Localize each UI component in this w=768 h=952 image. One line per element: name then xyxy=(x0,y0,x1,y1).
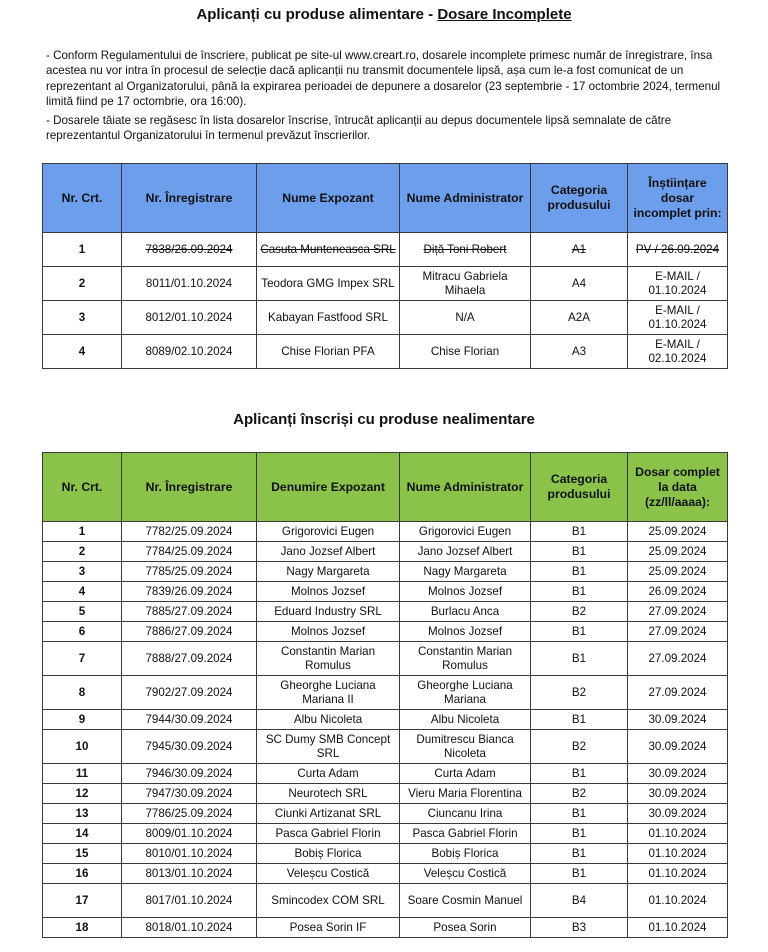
cell-category: B1 xyxy=(531,582,628,602)
cell-exhibitor: Casuta Munteneasca SRL xyxy=(257,233,400,267)
cell-administrator: Soare Cosmin Manuel xyxy=(400,884,531,918)
cell-complete-date: 30.09.2024 xyxy=(628,784,728,804)
cell-complete-date: 25.09.2024 xyxy=(628,542,728,562)
cell-registration: 8018/01.10.2024 xyxy=(122,918,257,938)
cell-administrator: Albu Nicoleta xyxy=(400,710,531,730)
cell-complete-date: 27.09.2024 xyxy=(628,602,728,622)
cell-category: B2 xyxy=(531,730,628,764)
cell-administrator: Curta Adam xyxy=(400,764,531,784)
section-title-nonfood: Aplicanți înscriși cu produse nealimentare xyxy=(233,411,535,428)
cell-exhibitor-name: Nagy Margareta xyxy=(257,562,400,582)
table-row xyxy=(43,267,728,301)
header-administrator: Nume Administrator xyxy=(400,453,531,522)
cell-nr-crt: 2 xyxy=(43,267,122,301)
cell-registration: 8010/01.10.2024 xyxy=(122,844,257,864)
cell-category: A3 xyxy=(531,335,628,369)
table-row xyxy=(43,764,728,784)
cell-administrator: Molnos Jozsef xyxy=(400,582,531,602)
cell-category: B1 xyxy=(531,864,628,884)
cell-category: A4 xyxy=(531,267,628,301)
table-header-row xyxy=(43,453,728,522)
cell-category: B2 xyxy=(531,676,628,710)
header-nr-crt: Nr. Crt. xyxy=(43,453,122,522)
cell-category: B1 xyxy=(531,542,628,562)
cell-registration: 8009/01.10.2024 xyxy=(122,824,257,844)
cell-nr-crt: 11 xyxy=(43,764,122,784)
table-row xyxy=(43,642,728,676)
cell-registration: 7886/27.09.2024 xyxy=(122,622,257,642)
cell-nr-crt: 1 xyxy=(43,522,122,542)
cell-nr-crt: 5 xyxy=(43,602,122,622)
cell-complete-date: 25.09.2024 xyxy=(628,522,728,542)
incomplete-files-table xyxy=(42,163,728,369)
table-row xyxy=(43,730,728,764)
table-row xyxy=(43,301,728,335)
cell-category: B1 xyxy=(531,824,628,844)
cell-exhibitor-name: Pasca Gabriel Florin xyxy=(257,824,400,844)
cell-registration: 7838/26.09.2024 xyxy=(122,233,257,267)
cell-administrator: Mitracu Gabriela Mihaela xyxy=(400,267,531,301)
cell-administrator: Vieru Maria Florentina xyxy=(400,784,531,804)
cell-complete-date: 26.09.2024 xyxy=(628,582,728,602)
cell-nr-crt: 15 xyxy=(43,844,122,864)
cell-category: A1 xyxy=(531,233,628,267)
cell-complete-date: 30.09.2024 xyxy=(628,764,728,784)
cell-exhibitor-name: Bobiș Florica xyxy=(257,844,400,864)
table-row xyxy=(43,918,728,938)
cell-exhibitor: Chise Florian PFA xyxy=(257,335,400,369)
cell-administrator: Constantin Marian Romulus xyxy=(400,642,531,676)
cell-nr-crt: 4 xyxy=(43,335,122,369)
table-row xyxy=(43,522,728,542)
header-notice: Înștiințare dosar incomplet prin: xyxy=(628,164,728,233)
cell-complete-date: 01.10.2024 xyxy=(628,918,728,938)
cell-complete-date: 01.10.2024 xyxy=(628,824,728,844)
cell-exhibitor-name: Smincodex COM SRL xyxy=(257,884,400,918)
cell-administrator: Dumitrescu Bianca Nicoleta xyxy=(400,730,531,764)
table-row xyxy=(43,824,728,844)
table-header-row xyxy=(43,164,728,233)
cell-complete-date: 30.09.2024 xyxy=(628,710,728,730)
cell-nr-crt: 10 xyxy=(43,730,122,764)
cell-complete-date: 30.09.2024 xyxy=(628,804,728,824)
cell-exhibitor-name: Ciunki Artizanat SRL xyxy=(257,804,400,824)
cell-category: B4 xyxy=(531,884,628,918)
header-registration: Nr. Înregistrare xyxy=(122,164,257,233)
note-paragraph: - Dosarele tăiate se regăsesc în lista dosarelor înscrise, întrucât aplicanții au depus documentele lipsă semnalate de către reprezentantul Organizatorului în termenul prevăzut înscrierilor. xyxy=(46,114,672,143)
cell-administrator: N/A xyxy=(400,301,531,335)
cell-complete-date: 25.09.2024 xyxy=(628,562,728,582)
cell-administrator: Posea Sorin xyxy=(400,918,531,938)
notes-block xyxy=(46,48,726,148)
cell-administrator: Gheorghe Luciana Mariana xyxy=(400,676,531,710)
cell-notice: PV / 26.09.2024 xyxy=(628,233,728,267)
cell-category: B1 xyxy=(531,764,628,784)
cell-complete-date: 30.09.2024 xyxy=(628,730,728,764)
cell-notice: E-MAIL / 01.10.2024 xyxy=(628,267,728,301)
cell-nr-crt: 13 xyxy=(43,804,122,824)
cell-registration: 8017/01.10.2024 xyxy=(122,884,257,918)
cell-exhibitor-name: Veleșcu Costică xyxy=(257,864,400,884)
cell-registration: 7902/27.09.2024 xyxy=(122,676,257,710)
table-row xyxy=(43,542,728,562)
table-row xyxy=(43,884,728,918)
cell-exhibitor-name: Grigorovici Eugen xyxy=(257,522,400,542)
cell-nr-crt: 2 xyxy=(43,542,122,562)
cell-exhibitor-name: Molnos Jozsef xyxy=(257,582,400,602)
cell-nr-crt: 17 xyxy=(43,884,122,918)
cell-exhibitor-name: Molnos Jozsef xyxy=(257,622,400,642)
header-category: Categoria produsului xyxy=(531,164,628,233)
cell-nr-crt: 7 xyxy=(43,642,122,676)
cell-administrator: Jano Jozsef Albert xyxy=(400,542,531,562)
cell-administrator: Molnos Jozsef xyxy=(400,622,531,642)
table-row xyxy=(43,864,728,884)
cell-category: B3 xyxy=(531,918,628,938)
table-row xyxy=(43,233,728,267)
cell-administrator: Veleșcu Costică xyxy=(400,864,531,884)
header-registration: Nr. Înregistrare xyxy=(122,453,257,522)
cell-registration: 7784/25.09.2024 xyxy=(122,542,257,562)
cell-notice: E-MAIL / 02.10.2024 xyxy=(628,335,728,369)
cell-registration: 8013/01.10.2024 xyxy=(122,864,257,884)
cell-registration: 7786/25.09.2024 xyxy=(122,804,257,824)
cell-complete-date: 27.09.2024 xyxy=(628,676,728,710)
table-row xyxy=(43,562,728,582)
header-exhibitor: Nume Expozant xyxy=(257,164,400,233)
cell-nr-crt: 8 xyxy=(43,676,122,710)
page-title-incomplete xyxy=(0,6,768,23)
cell-exhibitor-name: Jano Jozsef Albert xyxy=(257,542,400,562)
cell-exhibitor-name: Posea Sorin IF xyxy=(257,918,400,938)
cell-nr-crt: 14 xyxy=(43,824,122,844)
cell-registration: 7945/30.09.2024 xyxy=(122,730,257,764)
cell-administrator: Ciuncanu Irina xyxy=(400,804,531,824)
cell-category: B1 xyxy=(531,562,628,582)
cell-registration: 7785/25.09.2024 xyxy=(122,562,257,582)
cell-complete-date: 27.09.2024 xyxy=(628,622,728,642)
cell-nr-crt: 12 xyxy=(43,784,122,804)
cell-complete-date: 01.10.2024 xyxy=(628,864,728,884)
table-row xyxy=(43,710,728,730)
cell-category: B1 xyxy=(531,710,628,730)
table-row xyxy=(43,844,728,864)
cell-nr-crt: 3 xyxy=(43,562,122,582)
cell-administrator: Pasca Gabriel Florin xyxy=(400,824,531,844)
cell-exhibitor-name: Eduard Industry SRL xyxy=(257,602,400,622)
cell-exhibitor-name: Gheorghe Luciana Mariana II xyxy=(257,676,400,710)
title-prefix: Aplicanți cu produse alimentare - xyxy=(196,6,438,23)
cell-administrator: Burlacu Anca xyxy=(400,602,531,622)
cell-exhibitor-name: Constantin Marian Romulus xyxy=(257,642,400,676)
table-row xyxy=(43,784,728,804)
cell-registration: 8012/01.10.2024 xyxy=(122,301,257,335)
table-row xyxy=(43,622,728,642)
cell-exhibitor: Teodora GMG Impex SRL xyxy=(257,267,400,301)
table-row xyxy=(43,676,728,710)
cell-category: B1 xyxy=(531,642,628,676)
cell-nr-crt: 3 xyxy=(43,301,122,335)
header-administrator: Nume Administrator xyxy=(400,164,531,233)
cell-exhibitor-name: Albu Nicoleta xyxy=(257,710,400,730)
header-category: Categoria produsului xyxy=(531,453,628,522)
nonfood-applicants-table xyxy=(42,452,728,938)
cell-registration: 7839/26.09.2024 xyxy=(122,582,257,602)
title-underlined: Dosare Incomplete xyxy=(437,6,572,23)
cell-category: B2 xyxy=(531,784,628,804)
cell-nr-crt: 9 xyxy=(43,710,122,730)
table-row xyxy=(43,804,728,824)
cell-complete-date: 01.10.2024 xyxy=(628,884,728,918)
cell-registration: 8089/02.10.2024 xyxy=(122,335,257,369)
header-exhibitor-name: Denumire Expozant xyxy=(257,453,400,522)
cell-category: B1 xyxy=(531,522,628,542)
cell-category: B1 xyxy=(531,844,628,864)
cell-registration: 7888/27.09.2024 xyxy=(122,642,257,676)
header-complete-date: Dosar complet la data (zz/ll/aaaa): xyxy=(628,453,728,522)
table-row xyxy=(43,582,728,602)
cell-notice: E-MAIL / 01.10.2024 xyxy=(628,301,728,335)
cell-nr-crt: 1 xyxy=(43,233,122,267)
cell-complete-date: 01.10.2024 xyxy=(628,844,728,864)
cell-administrator: Bobiș Florica xyxy=(400,844,531,864)
cell-nr-crt: 6 xyxy=(43,622,122,642)
table-row xyxy=(43,602,728,622)
cell-exhibitor-name: Neurotech SRL xyxy=(257,784,400,804)
cell-category: B1 xyxy=(531,622,628,642)
cell-nr-crt: 4 xyxy=(43,582,122,602)
cell-category: A2A xyxy=(531,301,628,335)
header-nr-crt: Nr. Crt. xyxy=(43,164,122,233)
cell-administrator: Grigorovici Eugen xyxy=(400,522,531,542)
cell-nr-crt: 16 xyxy=(43,864,122,884)
note-paragraph: - Conform Regulamentului de înscriere, publicat pe site-ul www.creart.ro, dosarele incomplete primesc număr de înregistrare, însa acestea nu vor intra în procesul de selecție dacă aplicanții nu transmit documentele lipsă, așa cum le-a fost comunicat de un reprezentant al Organizatorului, până la expirarea perioadei de depunere a dosarelor (23 septembrie - 17 octombrie 2024, termenul limită fiind pe 17 octombrie, ora 16:00). xyxy=(46,49,721,108)
cell-exhibitor-name: Curta Adam xyxy=(257,764,400,784)
cell-administrator: Diță Toni Robert xyxy=(400,233,531,267)
cell-category: B1 xyxy=(531,804,628,824)
cell-registration: 7946/30.09.2024 xyxy=(122,764,257,784)
cell-category: B2 xyxy=(531,602,628,622)
cell-nr-crt: 18 xyxy=(43,918,122,938)
cell-registration: 7782/25.09.2024 xyxy=(122,522,257,542)
cell-exhibitor: Kabayan Fastfood SRL xyxy=(257,301,400,335)
cell-administrator: Nagy Margareta xyxy=(400,562,531,582)
cell-registration: 7947/30.09.2024 xyxy=(122,784,257,804)
cell-registration: 8011/01.10.2024 xyxy=(122,267,257,301)
table-row xyxy=(43,335,728,369)
cell-complete-date: 27.09.2024 xyxy=(628,642,728,676)
cell-exhibitor-name: SC Dumy SMB Concept SRL xyxy=(257,730,400,764)
cell-registration: 7944/30.09.2024 xyxy=(122,710,257,730)
cell-administrator: Chise Florian xyxy=(400,335,531,369)
cell-registration: 7885/27.09.2024 xyxy=(122,602,257,622)
